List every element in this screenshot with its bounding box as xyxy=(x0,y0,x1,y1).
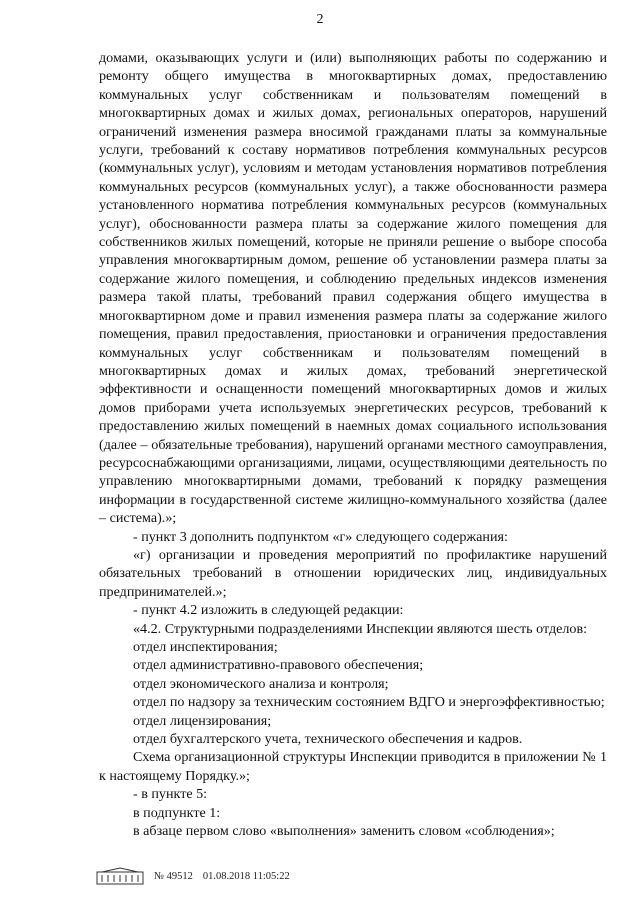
paragraph-2: - пункт 3 дополнить подпунктом «г» следующего содержания: xyxy=(133,528,508,545)
paragraph-14: в подпункте 1: xyxy=(133,804,221,821)
page-number: 2 xyxy=(316,12,324,27)
paragraph-1: домами, оказывающих услуги и (или) выполняющих работы по содержанию и ремонту общего имущества в многоквартирных домах, предоставлению коммунальных услуг собственникам и пользователям помещений в многоквартирных домах и жилых домах, региональных операторов, нарушений ограничений изменения размера вносимой гражданами платы за коммунальные услуги, требований к составу нормативов потребления коммунальных ресурсов (коммунальных услуг), условиям и методам установления нормативов потребления коммунальных ресурсов (коммунальных услуг), а также обоснованности размера установленного норматива потребления коммунальных ресурсов (коммунальных услуг), обоснованности размера платы за содержание жилого помещения для собственников жилых помещений, которые не приняли решение о выборе способа управления многоквартирным домом, решение об установлении размера платы за содержание жилого помещения, и соблюдению предельных индексов изменения размера такой платы, требований правил содержания общего имущества в многоквартирном доме и правил изменения размера платы за содержание жилого помещения, правил предоставления, приостановки и ограничения предоставления коммунальных услуг собственникам и пользователям помещений в многоквартирных домах и жилых домах, требований энергетической эффективности и оснащенности помещений многоквартирных домов и жилых домов приборами учета используемых энергетических ресурсов, требований к предоставлению жилых помещений в наемных домах социального использования (далее – обязательные требования), нарушений органами местного самоуправления, ресурсоснабжающими организациями, лицами, осуществляющими деятельность по управлению многоквартирными домами, требований к порядку размещения информации в государственной системе жилищно-коммунального хозяйства (далее – система).»; xyxy=(99,50,607,527)
paragraph-7: отдел административно-правового обеспечения; xyxy=(133,657,424,674)
paragraph-4: - пункт 4.2 изложить в следующей редакции: xyxy=(133,602,404,619)
document-number: № 49512 xyxy=(154,870,193,882)
paragraph-6: отдел инспектирования; xyxy=(133,639,278,655)
paragraph-13: - в пункте 5: xyxy=(133,786,208,803)
paragraph-3: «г) организации и проведения мероприятий по профилактике нарушений обязательных требований в отношении юридических лиц, индивидуальных предпринимателей.»; xyxy=(99,546,607,600)
document-timestamp: 01.08.2018 11:05:22 xyxy=(202,870,290,882)
paragraph-8: отдел экономического анализа и контроля; xyxy=(133,675,389,692)
document-body xyxy=(99,49,607,840)
paragraph-9: отдел по надзору за техническим состоянием ВДГО и энергоэффективностью; xyxy=(133,694,605,711)
registry-logo-icon xyxy=(96,867,144,885)
paragraph-15: в абзаце первом слово «выполнения» заменить словом «соблюдения»; xyxy=(133,823,555,840)
paragraph-11: отдел бухгалтерского учета, технического обеспечения и кадров. xyxy=(133,731,523,748)
paragraph-5: «4.2. Структурными подразделениями Инспекции являются шесть отделов: xyxy=(133,620,588,637)
document-footer xyxy=(96,866,290,886)
paragraph-10: отдел лицензирования; xyxy=(133,712,272,729)
paragraph-12: Схема организационной структуры Инспекции приводится в приложении № 1 к настоящему Порядку.»; xyxy=(99,749,607,784)
